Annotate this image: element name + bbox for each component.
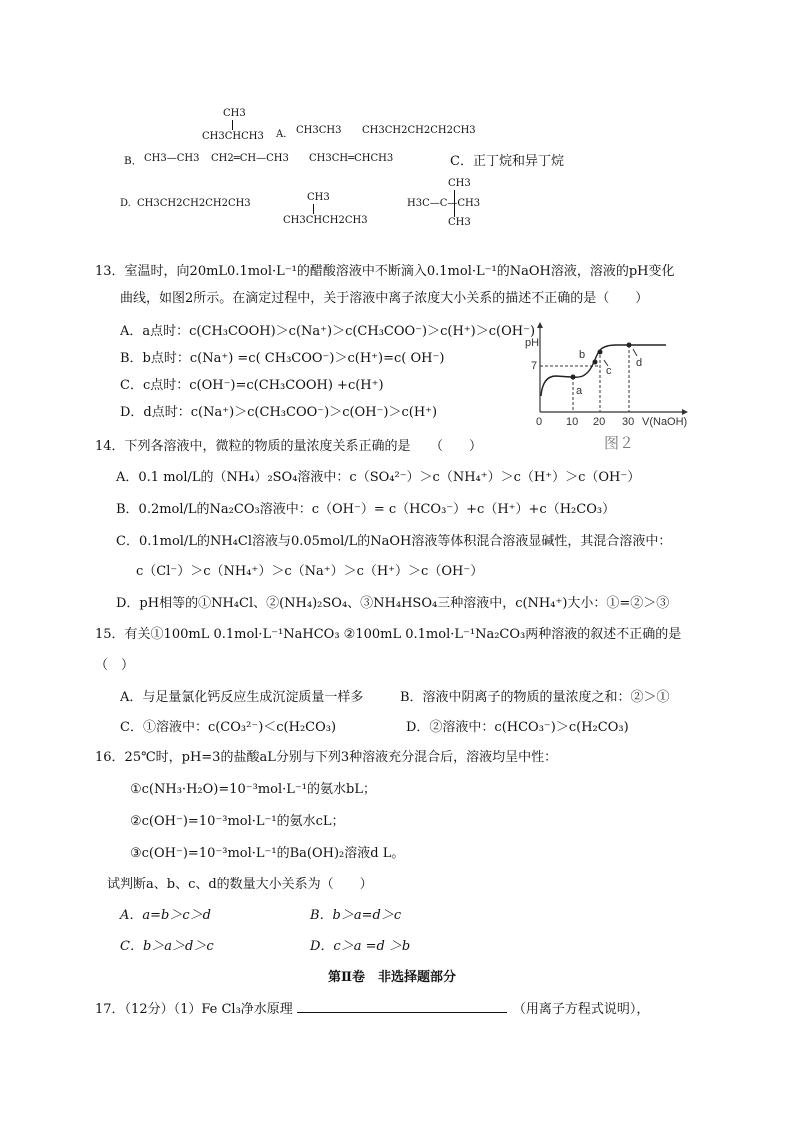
q12-optionD-neo-mid: H3C—C—CH3 — [407, 198, 481, 209]
figure2-x-tick-10: 10 — [566, 416, 579, 428]
figure2-xlabel: V(NaOH) — [642, 416, 688, 428]
figure2-x-tick-30: 30 — [622, 416, 635, 428]
q17-line — [95, 998, 649, 1017]
figure2-point-d — [627, 343, 632, 348]
q15-optionC: C．①溶液中：c(CO₃²⁻)＜c(H₂CO₃) — [120, 720, 337, 735]
q13-stem-line2: 曲线，如图2所示。在滴定过程中，关于溶液中离子浓度大小关系的描述不正确的是（ ） — [120, 291, 649, 306]
q15-stem-line2: （ ） — [95, 658, 135, 673]
q16-optionD: D．c＞a =d ＞b — [310, 939, 411, 954]
figure2-caption: 图２ — [604, 435, 635, 452]
q12-optionB-label: B． — [124, 155, 143, 167]
q12-optionD-methyl: CH3 — [307, 192, 330, 203]
q14-optionA: A．0.1 mol/L的（NH₄）₂SO₄溶液中：c（SO₄²⁻）＞c（NH₄⁺）＞c（H⁺）＞c（OH⁻） — [116, 470, 641, 485]
q13-stem-line1: 13．室温时，向20mL0.1mol·L⁻¹的醋酸溶液中不断滴入0.1mol·L⁻¹的NaOH溶液，溶液的pH变化 — [95, 264, 675, 279]
q15-optionA: A．与足量氯化钙反应生成沉淀质量一样多 — [120, 690, 364, 705]
figure2-label-a: a — [576, 385, 583, 397]
q12-optionA-ethane: CH3CH3 — [296, 125, 342, 136]
q12-optionB-butene: CH3CH═CHCH3 — [309, 153, 394, 164]
figure2-point-a — [571, 375, 576, 380]
q17-suffix: （用离子方程式说明）， — [512, 1002, 650, 1017]
q12-optionB-ethane: CH3—CH3 — [144, 153, 200, 164]
q16-optionA: A．a=b＞c＞d — [120, 908, 211, 923]
q13-optionC: C．c点时：c(OH⁻)=c(CH₃COOH) +c(H⁺) — [120, 378, 384, 393]
q14-optionC-line1: C．0.1mol/L的NH₄Cl溶液与0.05mol/L的NaOH溶液等体积混合溶液显碱性，其混合溶液中： — [116, 534, 672, 549]
q12-optionA-pentane: CH3CH2CH2CH2CH3 — [362, 125, 476, 136]
figure2-label-b: b — [579, 349, 586, 361]
q12-top-bond — [232, 120, 233, 130]
q14-optionD: D．pH相等的①NH₄Cl、②(NH₄)₂SO₄、③NH₄HSO₄三种溶液中，c(NH₄⁺)大小：①=②＞③ — [116, 596, 670, 611]
figure2-point-b — [593, 360, 598, 365]
q12-optionD-neo-bottom: CH3 — [448, 217, 471, 228]
q16-item3: ③c(OH⁻)=10⁻³mol·L⁻¹的Ba(OH)₂溶液d L。 — [130, 846, 405, 861]
q17-answer-blank[interactable] — [297, 1000, 507, 1013]
q12-optionD-isopentane: CH3CHCH2CH3 — [283, 215, 368, 226]
q14-stem: 14．下列各溶液中，微粒的物质的量浓度关系正确的是 （ ） — [95, 439, 483, 454]
q12-optionD-label: D. — [120, 198, 131, 209]
q12-optionC: C．正丁烷和异丁烷 — [450, 154, 564, 169]
section2-title: 第Ⅱ卷 非选择题部分 — [328, 970, 456, 985]
figure2-x-tick-20: 20 — [593, 416, 606, 428]
q16-item1: ①c(NH₃·H₂O)=10⁻³mol·L⁻¹的氨水bL； — [130, 782, 376, 797]
q12-optionD-pentane: CH3CH2CH2CH2CH3 — [137, 198, 251, 209]
figure2-label-c: c — [606, 365, 612, 377]
q16-optionC: C．b＞a＞d＞c — [120, 939, 214, 954]
q15-optionD: D．②溶液中：c(HCO₃⁻)＞c(H₂CO₃) — [406, 720, 629, 735]
figure2-curve — [541, 345, 666, 396]
figure2-label-d: d — [636, 357, 643, 369]
figure2-titration-curve — [516, 314, 688, 454]
figure2-ylabel: pH — [525, 337, 540, 349]
q13-optionD: D．d点时：c(Na⁺)＞c(CH₃COO⁻)＞c(OH⁻)＞c(H⁺) — [120, 405, 438, 420]
q16-item2: ②c(OH⁻)=10⁻³mol·L⁻¹的氨水cL； — [130, 814, 345, 829]
q17-prefix: 17．（12分）（1）Fe Cl₃净水原理 — [95, 1002, 293, 1017]
q16-stem: 16．25℃时，pH=3的盐酸aL分别与下列3种溶液充分混合后，溶液均呈中性： — [95, 750, 558, 765]
q12-top-isobutane: CH3CHCH3 — [202, 131, 264, 142]
q16-optionB: B．b＞a=d＞c — [310, 908, 402, 923]
q15-optionB: B．溶液中阴离子的物质的量浓度之和：②＞① — [400, 690, 670, 705]
figure2-x-tick-0: 0 — [536, 416, 543, 428]
figure2-y-tick-7: 7 — [531, 360, 538, 372]
q12-optionD-neo-top: CH3 — [448, 178, 471, 189]
q13-optionB: B．b点时：c(Na⁺) =c( CH₃COO⁻)＞c(H⁺)=c( OH⁻) — [120, 351, 445, 366]
q13-optionA: A．a点时：c(CH₃COOH)＞c(Na⁺)＞c(CH₃COO⁻)＞c(H⁺)＞c(OH⁻) — [120, 324, 536, 339]
figure2-point-c — [598, 350, 603, 355]
q12-optionA-label: A． — [276, 129, 294, 140]
q12-top-methyl: CH3 — [223, 108, 246, 119]
q14-optionB: B．0.2mol/L的Na₂CO₃溶液中：c（OH⁻）= c（HCO₃⁻）+c（H⁺）+c（H₂CO₃） — [116, 502, 616, 517]
q12-optionD-bond — [313, 204, 314, 214]
q16-ask: 试判断a、b、c、d的数量大小关系为（ ） — [107, 877, 373, 892]
q14-optionC-line2: c（Cl⁻）＞c（NH₄⁺）＞c（Na⁺）＞c（H⁺）＞c（OH⁻） — [136, 564, 484, 579]
q12-optionB-propene: CH2═CH—CH3 — [211, 153, 289, 164]
q15-stem-line1: 15．有关①100mL 0.1mol·L⁻¹NaHCO₃ ②100mL 0.1mol·L⁻¹Na₂CO₃两种溶液的叙述不正确的是 — [95, 627, 682, 642]
